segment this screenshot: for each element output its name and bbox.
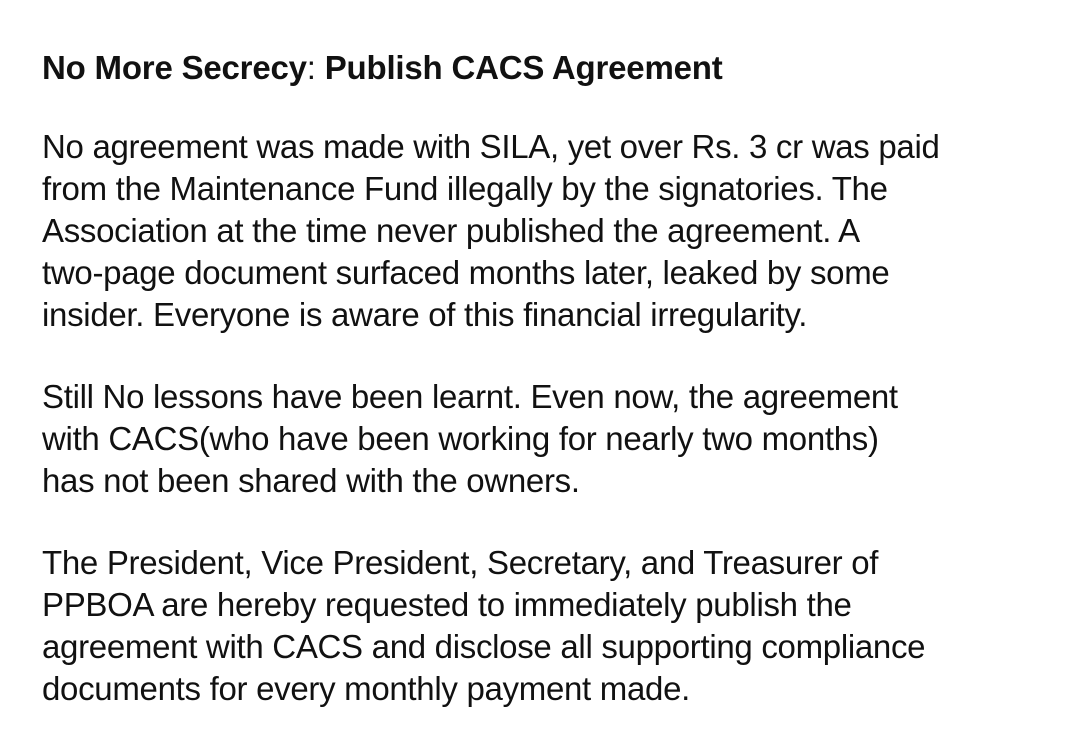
paragraph-line: documents for every monthly payment made. <box>42 670 691 707</box>
paragraph-line: agreement with CACS and disclose all supporting compliance <box>42 628 926 665</box>
paragraph-line: Still No lessons have been learnt. Even now, the agreement <box>42 378 898 415</box>
paragraph-line: insider. Everyone is aware of this financial irregularity. <box>42 296 808 333</box>
paragraph-line: PPBOA are hereby requested to immediately publish the <box>42 586 852 623</box>
paragraph-line: Association at the time never published the agreement. A <box>42 212 860 249</box>
title-colon: : <box>306 49 316 86</box>
paragraph-line: has not been shared with the owners. <box>42 462 580 499</box>
paragraph-line: from the Maintenance Fund illegally by the signatories. The <box>42 170 888 207</box>
paragraph-request <box>42 542 1052 710</box>
document-body <box>42 44 1052 750</box>
paragraph-line: The President, Vice President, Secretary, and Treasurer of <box>42 544 879 581</box>
paragraph-line: with CACS(who have been working for nearly two months) <box>42 420 879 457</box>
paragraph-cacs-agreement <box>42 376 1052 502</box>
paragraph-line: two-page document surfaced months later, leaked by some <box>42 254 890 291</box>
paragraph-line: No agreement was made with SILA, yet over Rs. 3 cr was paid <box>42 128 940 165</box>
document-title <box>42 44 1052 92</box>
paragraph-sila-agreement <box>42 126 1052 336</box>
title-part1: No More Secrecy <box>42 49 307 86</box>
title-part2: Publish CACS Agreement <box>315 49 723 86</box>
